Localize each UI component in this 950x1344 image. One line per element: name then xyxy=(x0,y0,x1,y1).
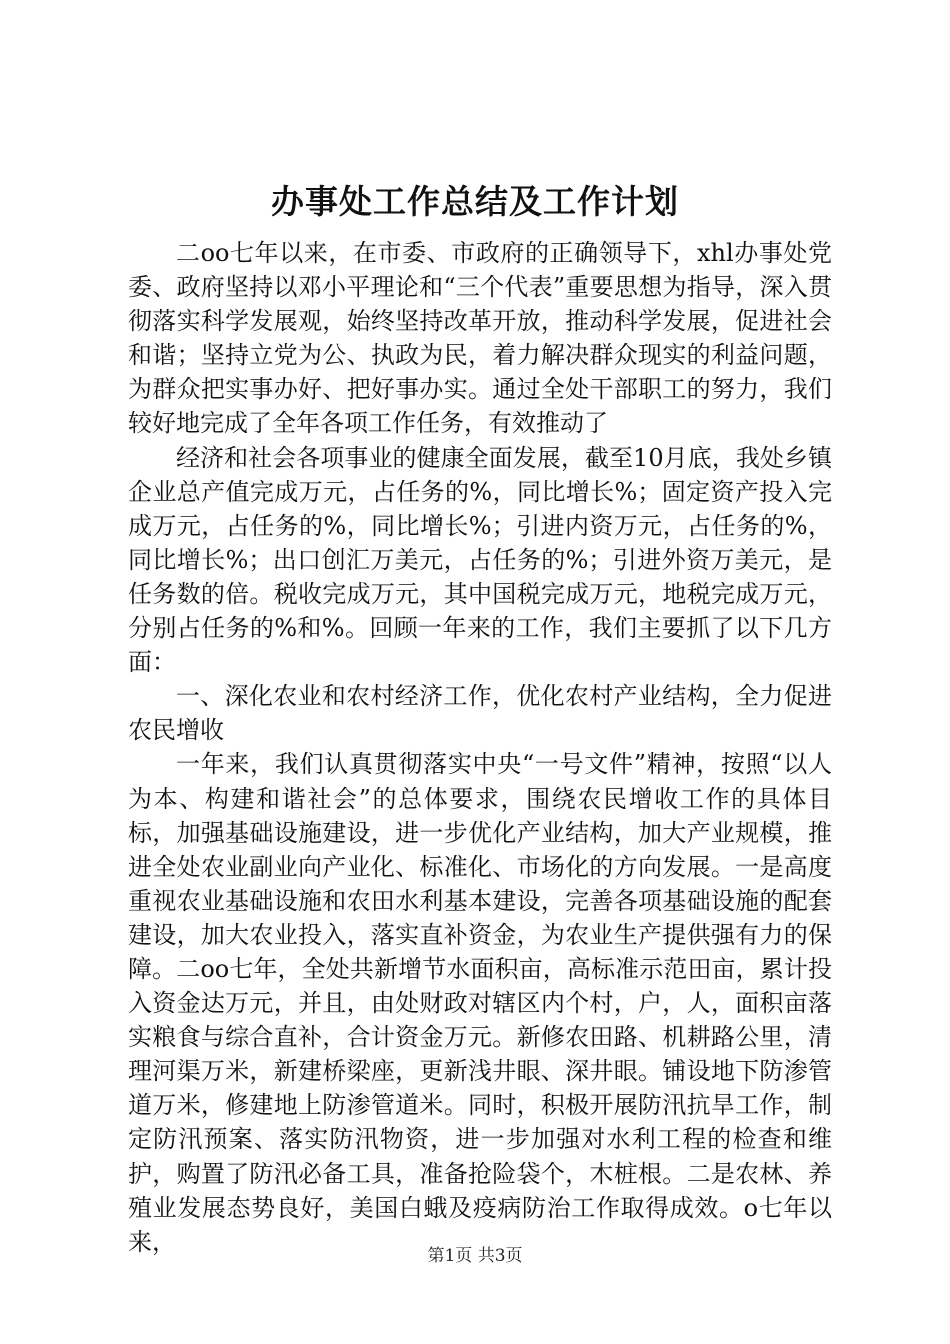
paragraph-agriculture-detail: 一年来，我们认真贯彻落实中央“一号文件”精神，按照“以人为本、构建和谐社会”的总体要求，围绕农民增收工作的具体目标，加强基础设施建设，进一步优化产业结构，加大产业规模，推进全处农业副业向产业化、标准化、市场化的方向发展。一是高度重视农业基础设施和农田水利基本建设，完善各项基础设施的配套建设，加大农业投入，落实直补资金，为农业生产提供强有力的保障。二oo七年，全处共新增节水面积亩，高标准示范田亩，累计投入资金达万元，并且，由处财政对辖区内个村，户，人，面积亩落实粮食与综合直补，合计资金万元。新修农田路、机耕路公里，清理河渠万米，新建桥梁座，更新浅井眼、深井眼。铺设地下防渗管道万米，修建地上防渗管道米。同时，积极开展防汛抗旱工作，制定防汛预案、落实防汛物资，进一步加强对水利工程的检查和维护，购置了防汛必备工具，准备抢险袋个，木桩根。二是农林、养殖业发展态势良好，美国白蛾及疫病防治工作取得成效。o七年以来， xyxy=(128,750,832,1256)
paragraph-economic-summary: 经济和社会各项事业的健康全面发展，截至10月底，我处乡镇企业总产值完成万元，占任务的%，同比增长%；固定资产投入完成万元，占任务的%，同比增长%；引进内资万元，占任务的%，同比增长%；出口创汇万美元，占任务的%；引进外资万美元，是任务数的倍。税收完成万元，其中国税完成万元，地税完成万元，分别占任务的%和%。回顾一年来的工作，我们主要抓了以下几方面： xyxy=(128,443,832,677)
page-number-footer: 第1页 共3页 xyxy=(427,1246,523,1266)
document-title: 办事处工作总结及工作计划 xyxy=(271,182,679,221)
section-heading-agriculture: 一、深化农业和农村经济工作，优化农村产业结构，全力促进农民增收 xyxy=(128,682,832,745)
paragraph-intro: 二oo七年以来，在市委、市政府的正确领导下，xhl办事处党委、政府坚持以邓小平理论和“三个代表”重要思想为指导，深入贯彻落实科学发展观，始终坚持改革开放，推动科学发展，促进社会和谐；坚持立党为公、执政为民，着力解决群众现实的利益问题，为群众把实事办好、把好事办实。通过全处干部职工的努力，我们较好地完成了全年各项工作任务，有效推动了 xyxy=(128,239,832,438)
document-body xyxy=(128,236,832,1259)
